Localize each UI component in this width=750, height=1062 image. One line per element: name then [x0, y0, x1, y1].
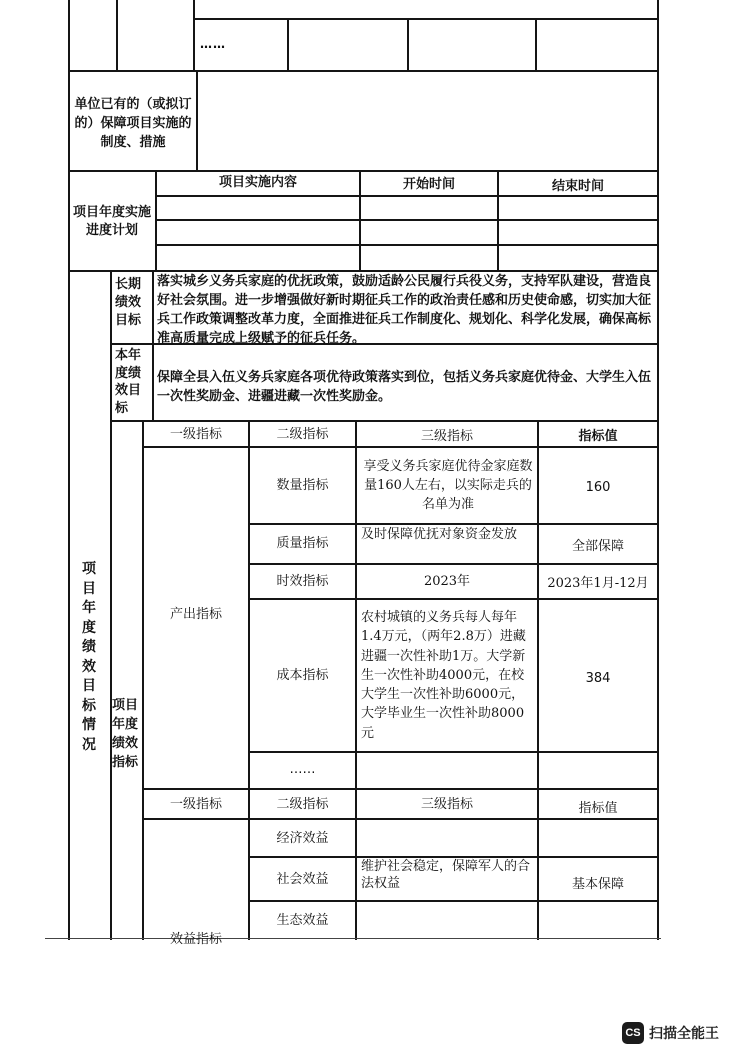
header2-level2: 二级指标 — [276, 797, 329, 812]
camscanner-logo-icon: CS — [622, 1022, 644, 1044]
header2-value: 指标值 — [578, 801, 618, 816]
cost-indicator-desc: 农村城镇的义务兵每人每年1.4万元，（两年2.8万）进藏进疆一次性补助1万。大学新生一次性补助4000元，在校大学生一次性补助6000元，大学毕业生一次性补助8000元 — [361, 610, 526, 741]
social-benefit-label: 社会效益 — [276, 872, 329, 887]
indicators-label: 项目年度绩效指标 — [111, 698, 138, 770]
quantity-indicator-label: 数量指标 — [276, 478, 329, 493]
quantity-indicator-value: 160 — [585, 480, 611, 495]
social-benefit-desc: 维护社会稳定，保障军人的合法权益 — [361, 859, 531, 891]
watermark-text: 扫描全能王 — [649, 1026, 719, 1042]
quality-indicator-desc: 及时保障优抚对象资金发放 — [361, 527, 518, 542]
schedule-header-end: 结束时间 — [551, 179, 604, 194]
header-level1: 一级指标 — [169, 427, 222, 442]
social-benefit-value: 基本保障 — [571, 877, 624, 892]
header-value: 指标值 — [578, 429, 618, 444]
long-term-goal-text: 落实城乡义务兵家庭的优抚政策，鼓励适龄公民履行兵役义务，支持军队建设，营造良好社会氛围。进一步增强做好新时期征兵工作的政治责任感和历史使命感，切实加大征兵工作政策调整改革力度，全面推进征兵工作制度化、规划化、科学化发展，确保高标准高质量完成上级赋予的征兵任务。 — [157, 274, 652, 346]
annual-goal-label: 本年度绩效目标 — [115, 348, 142, 416]
timeliness-indicator-label: 时效指标 — [276, 574, 329, 589]
header-level2: 二级指标 — [276, 427, 329, 442]
timeliness-indicator-desc: 2023年 — [423, 574, 471, 589]
cost-indicator-value: 384 — [585, 671, 611, 686]
cost-indicator-label: 成本指标 — [276, 668, 329, 683]
timeliness-indicator-value: 2023年1月-12月 — [547, 576, 649, 591]
header-level3: 三级指标 — [420, 429, 473, 444]
schedule-header-content: 项目实施内容 — [218, 175, 297, 190]
annual-goal-text: 保障全县入伍义务兵家庭各项优待政策落实到位，包括义务兵家庭优待金、大学生入伍一次性奖励金、进疆进藏一次性奖励金。 — [157, 370, 652, 404]
quantity-indicator-desc: 享受义务兵家庭优待金家庭数量160人左右，以实际走兵的名单为准 — [363, 459, 533, 512]
goals-section-label: 项目年度绩效目标情况 — [82, 561, 96, 753]
schedule-header-start: 开始时间 — [402, 177, 455, 192]
quality-indicator-value: 全部保障 — [571, 539, 624, 554]
more-indicator-ellipsis: …… — [289, 762, 316, 777]
scanner-watermark — [622, 1022, 719, 1044]
top-row-ellipsis: …… — [200, 37, 226, 51]
economic-benefit-label: 经济效益 — [276, 831, 329, 846]
ecological-benefit-label: 生态效益 — [276, 913, 329, 928]
benefit-indicator-label: 效益指标 — [169, 932, 222, 947]
quality-indicator-label: 质量指标 — [276, 536, 329, 551]
long-term-goal-label: 长期绩效目标 — [115, 277, 142, 328]
header2-level3: 三级指标 — [420, 797, 473, 812]
output-indicator-label: 产出指标 — [169, 607, 222, 622]
header2-level1: 一级指标 — [169, 797, 222, 812]
schedule-label: 项目年度实施进度计划 — [72, 205, 151, 238]
measures-label: 单位已有的（或拟订的）保障项目实施的制度、措施 — [74, 97, 192, 150]
